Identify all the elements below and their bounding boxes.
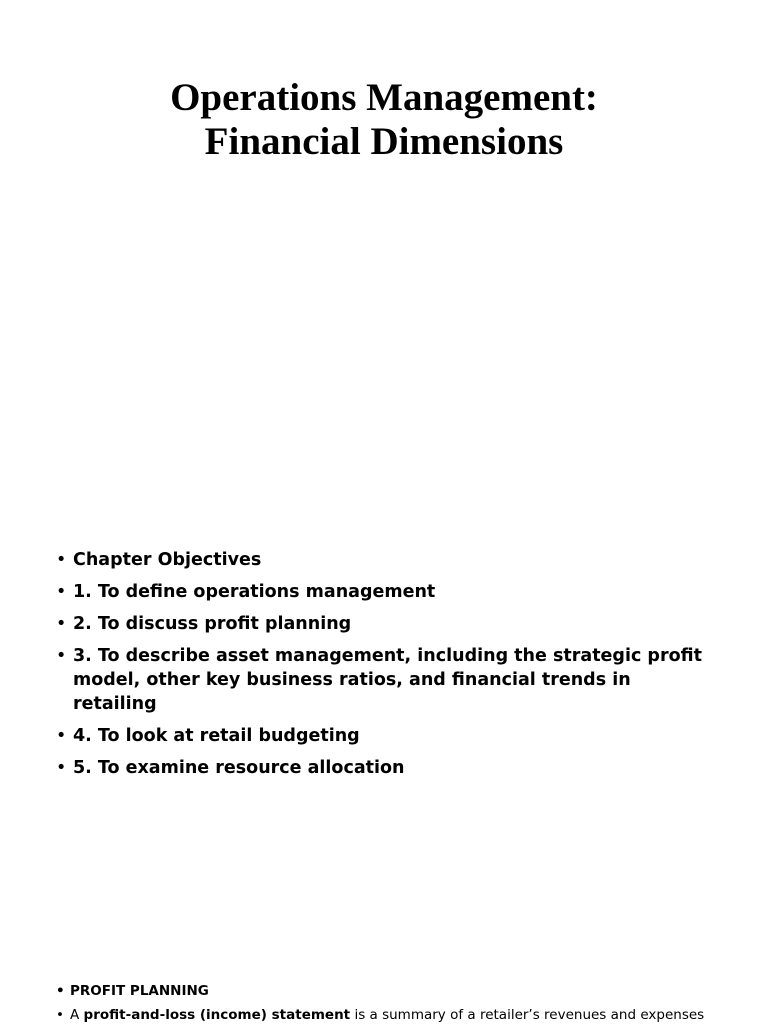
title-line-2: Financial Dimensions	[204, 120, 564, 163]
list-item: • 3. To describe asset management, including the strategic profit model, other key business ratios, and financial trends in retailing	[56, 644, 716, 716]
list-item	[56, 1006, 756, 1024]
list-item: • 1. To define operations management	[56, 580, 716, 604]
list-item: • 5. To examine resource allocation	[56, 756, 716, 780]
title-line-1: Operations Management:	[170, 76, 598, 119]
list-item: • Chapter Objectives	[56, 548, 716, 572]
line-rest: is a summary of a retailer’s revenues and expenses	[354, 1007, 705, 1023]
objectives-list	[56, 548, 716, 788]
bold-term: profit-and-loss (income) statement	[83, 1007, 351, 1023]
profit-planning-section	[56, 982, 756, 1030]
line-prefix: A	[70, 1007, 80, 1023]
slide-title	[0, 76, 768, 164]
list-item: • 4. To look at retail budgeting	[56, 724, 716, 748]
list-item: • 2. To discuss profit planning	[56, 612, 716, 636]
section-heading: • PROFIT PLANNING	[56, 982, 756, 1000]
